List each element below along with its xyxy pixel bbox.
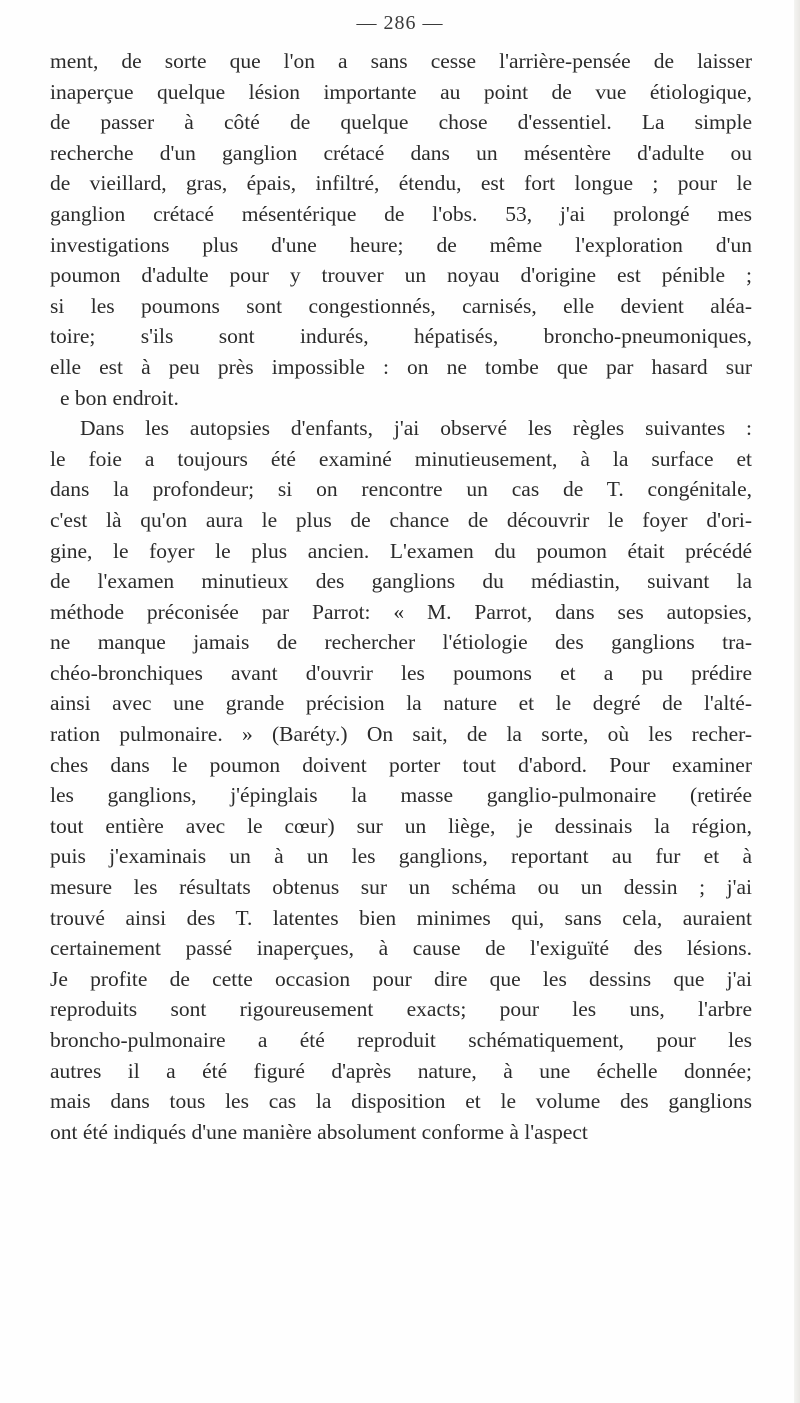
text-line: e bon endroit. [60, 385, 179, 410]
text-line: chéo-bronchiques avant d'ouvrir les poumons et a pu prédire [50, 660, 752, 685]
text-line: de l'examen minutieux des ganglions du médiastin, suivant la [50, 569, 752, 594]
text-line: ches dans le poumon doivent porter tout d'abord. Pour examiner [50, 752, 752, 777]
text-line: investigations plus d'une heure; de même l'exploration d'un [50, 232, 752, 257]
text-line: ne manque jamais de rechercher l'étiologie des ganglions tra- [50, 630, 752, 655]
text-line: ration pulmonaire. » (Baréty.) On sait, de la sorte, où les recher- [50, 722, 752, 747]
text-line: broncho-pulmonaire a été reproduit schématiquement, pour les [50, 1028, 752, 1052]
text-line: si les poumons sont congestionnés, carnisés, elle devient aléa- [50, 293, 752, 318]
text-line: puis j'examinais un à un les ganglions, reportant au fur et à [50, 844, 752, 869]
text-line: autres il a été figuré d'après nature, à une échelle donnée; [50, 1058, 752, 1083]
text-line: toire; s'ils sont indurés, hépatisés, broncho-pneumoniques, [50, 324, 752, 349]
text-line: mesure les résultats obtenus sur un schéma ou un dessin ; j'ai [50, 875, 752, 900]
text-line: gine, le foyer le plus ancien. L'examen du poumon était précédé [50, 538, 752, 563]
page-edge [794, 0, 800, 1403]
text-line: Je profite de cette occasion pour dire que les dessins que j'ai [50, 966, 752, 991]
text-line: ganglion crétacé mésentérique de l'obs. 53, j'ai prolongé mes [50, 201, 752, 226]
text-line: ment, de sorte que l'on a sans cesse l'arrière-pensée de laisser [50, 49, 752, 73]
text-line: ainsi avec une grande précision la nature et le degré de l'alté- [50, 691, 752, 716]
text-line: certainement passé inaperçues, à cause de l'exiguïté des lésions. [50, 936, 752, 961]
text-line: tout entière avec le cœur) sur un liège, je dessinais la région, [50, 813, 752, 838]
text-line: de vieillard, gras, épais, infiltré, étendu, est fort longue ; pour le [50, 171, 752, 196]
text-line: de passer à côté de quelque chose d'essentiel. La simple [50, 110, 752, 135]
text-line: méthode préconisée par Parrot: « M. Parrot, dans ses autopsies, [50, 599, 752, 624]
text-line: poumon d'adulte pour y trouver un noyau d'origine est pénible ; [50, 263, 752, 288]
text-line: mais dans tous les cas la disposition et le volume des ganglions [50, 1089, 752, 1114]
text-line: inaperçue quelque lésion importante au point de vue étiologique, [50, 79, 752, 104]
text-line: dans la profondeur; si on rencontre un cas de T. congénitale, [50, 477, 752, 502]
text-line: le foie a toujours été examiné minutieusement, à la surface et [50, 446, 752, 471]
text-line: recherche d'un ganglion crétacé dans un mésentère d'adulte ou [50, 140, 752, 165]
text-line: reproduits sont rigoureusement exacts; pour les uns, l'arbre [50, 997, 752, 1022]
text-line: c'est là qu'on aura le plus de chance de découvrir le foyer d'ori- [50, 507, 752, 532]
text-line: elle est à peu près impossible : on ne tombe que par hasard sur [50, 354, 752, 379]
text-line: trouvé ainsi des T. latentes bien minimes qui, sans cela, auraient [50, 905, 752, 930]
text-line: ont été indiqués d'une manière absolument conforme à l'aspect [50, 1119, 588, 1144]
body-text [50, 46, 752, 1147]
text-line: Dans les autopsies d'enfants, j'ai observé les règles suivantes : [80, 416, 752, 441]
text-line: les ganglions, j'épinglais la masse ganglio-pulmonaire (retirée [50, 783, 752, 808]
page-number: — 286 — [356, 12, 444, 34]
